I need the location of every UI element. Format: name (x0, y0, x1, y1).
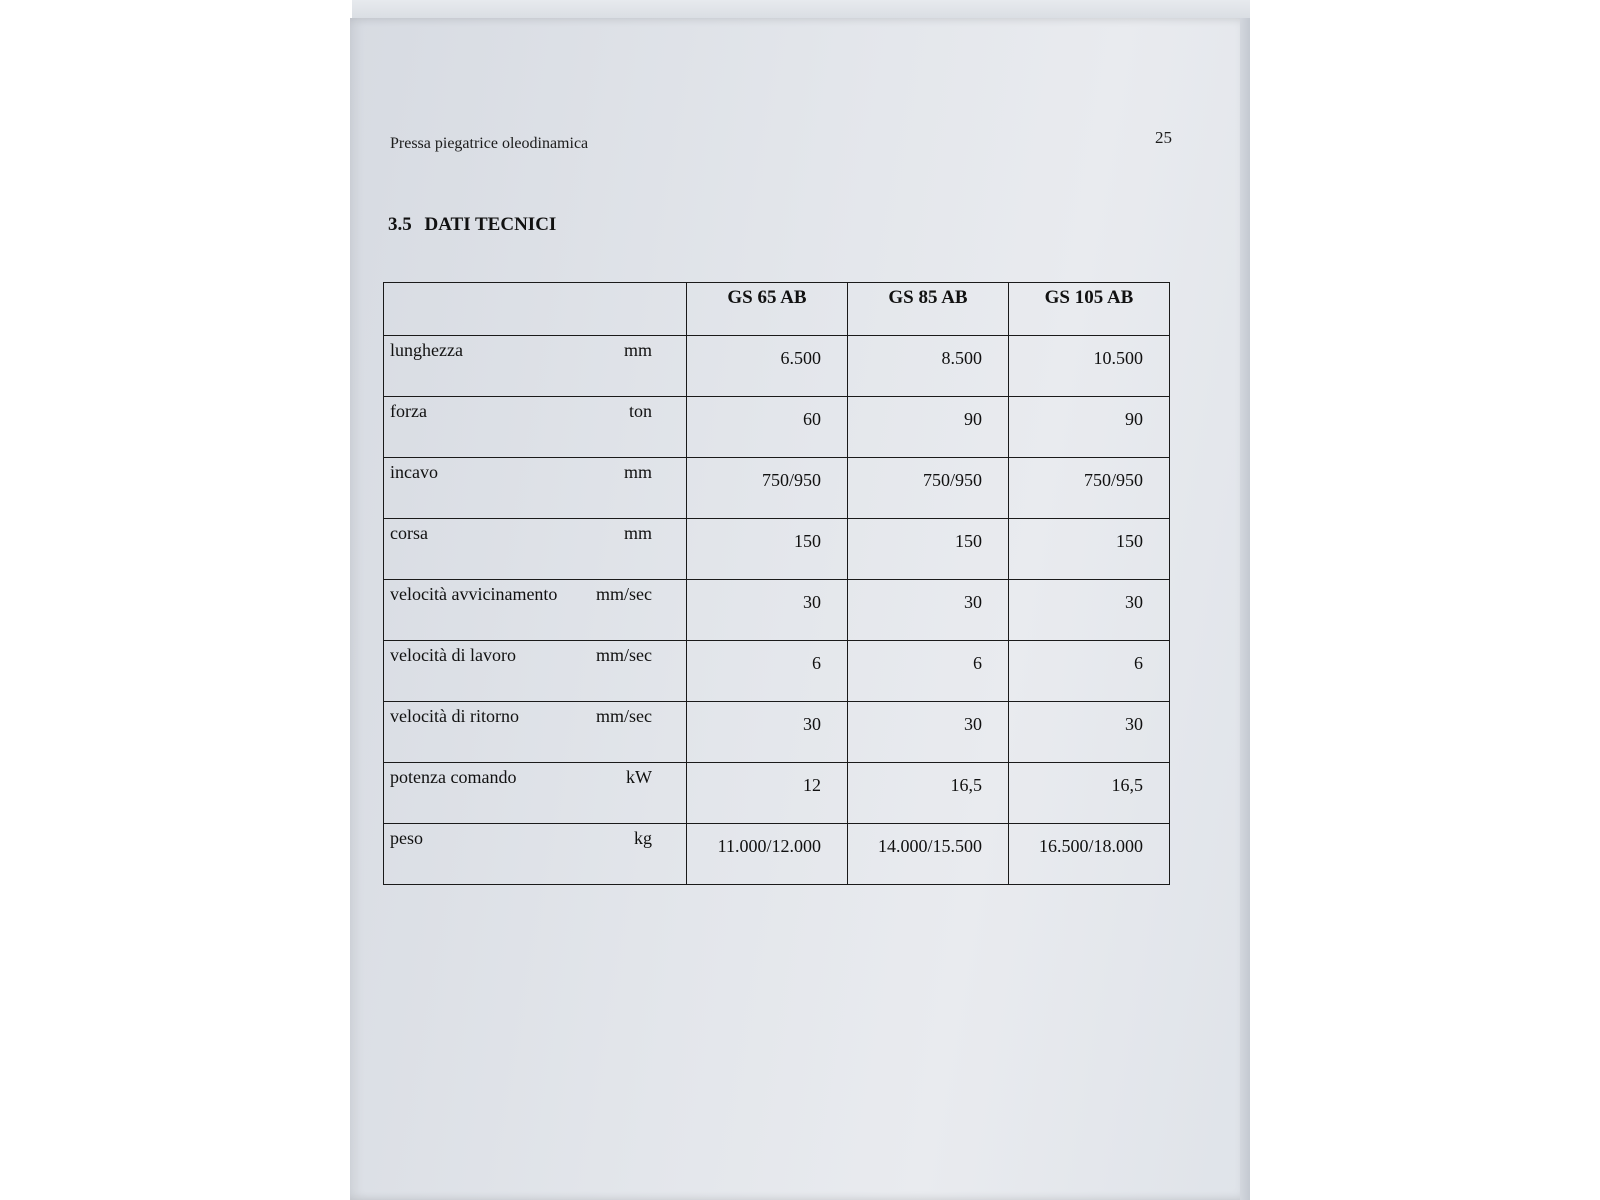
table-row (384, 397, 1170, 458)
parameter-unit: mm/sec (596, 584, 652, 604)
page-number: 25 (1155, 128, 1172, 147)
parameter-cell (384, 519, 687, 580)
section-title: DATI TECNICI (424, 214, 557, 235)
parameter-name: incavo (390, 462, 438, 482)
parameter-name: corsa (390, 523, 428, 543)
table-row (384, 702, 1170, 763)
value-cell: 10.500 (1009, 336, 1170, 397)
value-cell: 16,5 (1009, 763, 1170, 824)
parameter-cell (384, 824, 687, 885)
parameter-unit: kg (634, 828, 652, 848)
table-row (384, 336, 1170, 397)
value-cell: 750/950 (687, 458, 848, 519)
table-row (384, 763, 1170, 824)
parameter-name: velocità avvicinamento (390, 584, 558, 604)
value-cell: 6 (687, 641, 848, 702)
value-cell: 16.500/18.000 (1009, 824, 1170, 885)
parameter-unit: mm (623, 462, 652, 482)
parameter-unit: mm/sec (596, 645, 652, 665)
parameter-unit: mm (623, 523, 652, 543)
model-header: GS 65 AB (687, 283, 848, 336)
table-row (384, 519, 1170, 580)
parameter-cell (384, 458, 687, 519)
value-cell: 30 (687, 702, 848, 763)
backdrop-left (0, 0, 350, 1200)
technical-data-table (383, 282, 1170, 885)
value-cell: 12 (687, 763, 848, 824)
value-cell: 30 (1009, 702, 1170, 763)
value-cell: 750/950 (848, 458, 1009, 519)
value-cell: 30 (1009, 580, 1170, 641)
value-cell: 8.500 (848, 336, 1009, 397)
value-cell: 150 (1009, 519, 1170, 580)
value-cell: 11.000/12.000 (687, 824, 848, 885)
value-cell: 16,5 (848, 763, 1009, 824)
value-cell: 150 (687, 519, 848, 580)
table-row (384, 580, 1170, 641)
value-cell: 90 (848, 397, 1009, 458)
parameter-name: potenza comando (390, 767, 517, 787)
parameter-unit: mm (623, 340, 652, 360)
backdrop-right (1250, 0, 1600, 1200)
parameter-cell (384, 763, 687, 824)
parameter-unit: ton (628, 401, 652, 421)
value-cell: 30 (848, 702, 1009, 763)
parameter-name: peso (390, 828, 423, 848)
model-header: GS 105 AB (1009, 283, 1170, 336)
value-cell: 6 (1009, 641, 1170, 702)
parameter-name: velocità di ritorno (390, 706, 519, 726)
parameter-unit: mm/sec (596, 706, 652, 726)
parameter-cell (384, 702, 687, 763)
value-cell: 30 (687, 580, 848, 641)
value-cell: 6.500 (687, 336, 848, 397)
model-header: GS 85 AB (848, 283, 1009, 336)
parameter-cell (384, 397, 687, 458)
parameter-name: lunghezza (390, 340, 463, 360)
parameter-name: velocità di lavoro (390, 645, 516, 665)
value-cell: 90 (1009, 397, 1170, 458)
table-row (384, 641, 1170, 702)
parameter-cell (384, 336, 687, 397)
table-corner-cell (384, 283, 687, 336)
table-row (384, 824, 1170, 885)
parameter-name: forza (390, 401, 427, 421)
running-header: Pressa piegatrice oleodinamica (390, 135, 589, 152)
value-cell: 6 (848, 641, 1009, 702)
parameter-cell (384, 580, 687, 641)
table-header-row (384, 283, 1170, 336)
page-edge (1240, 18, 1250, 1200)
section-number: 3.5 (388, 214, 412, 235)
value-cell: 150 (848, 519, 1009, 580)
value-cell: 30 (848, 580, 1009, 641)
section-heading (388, 214, 556, 236)
parameter-unit: kW (626, 767, 652, 787)
value-cell: 14.000/15.500 (848, 824, 1009, 885)
value-cell: 60 (687, 397, 848, 458)
parameter-cell (384, 641, 687, 702)
value-cell: 750/950 (1009, 458, 1170, 519)
table-row (384, 458, 1170, 519)
